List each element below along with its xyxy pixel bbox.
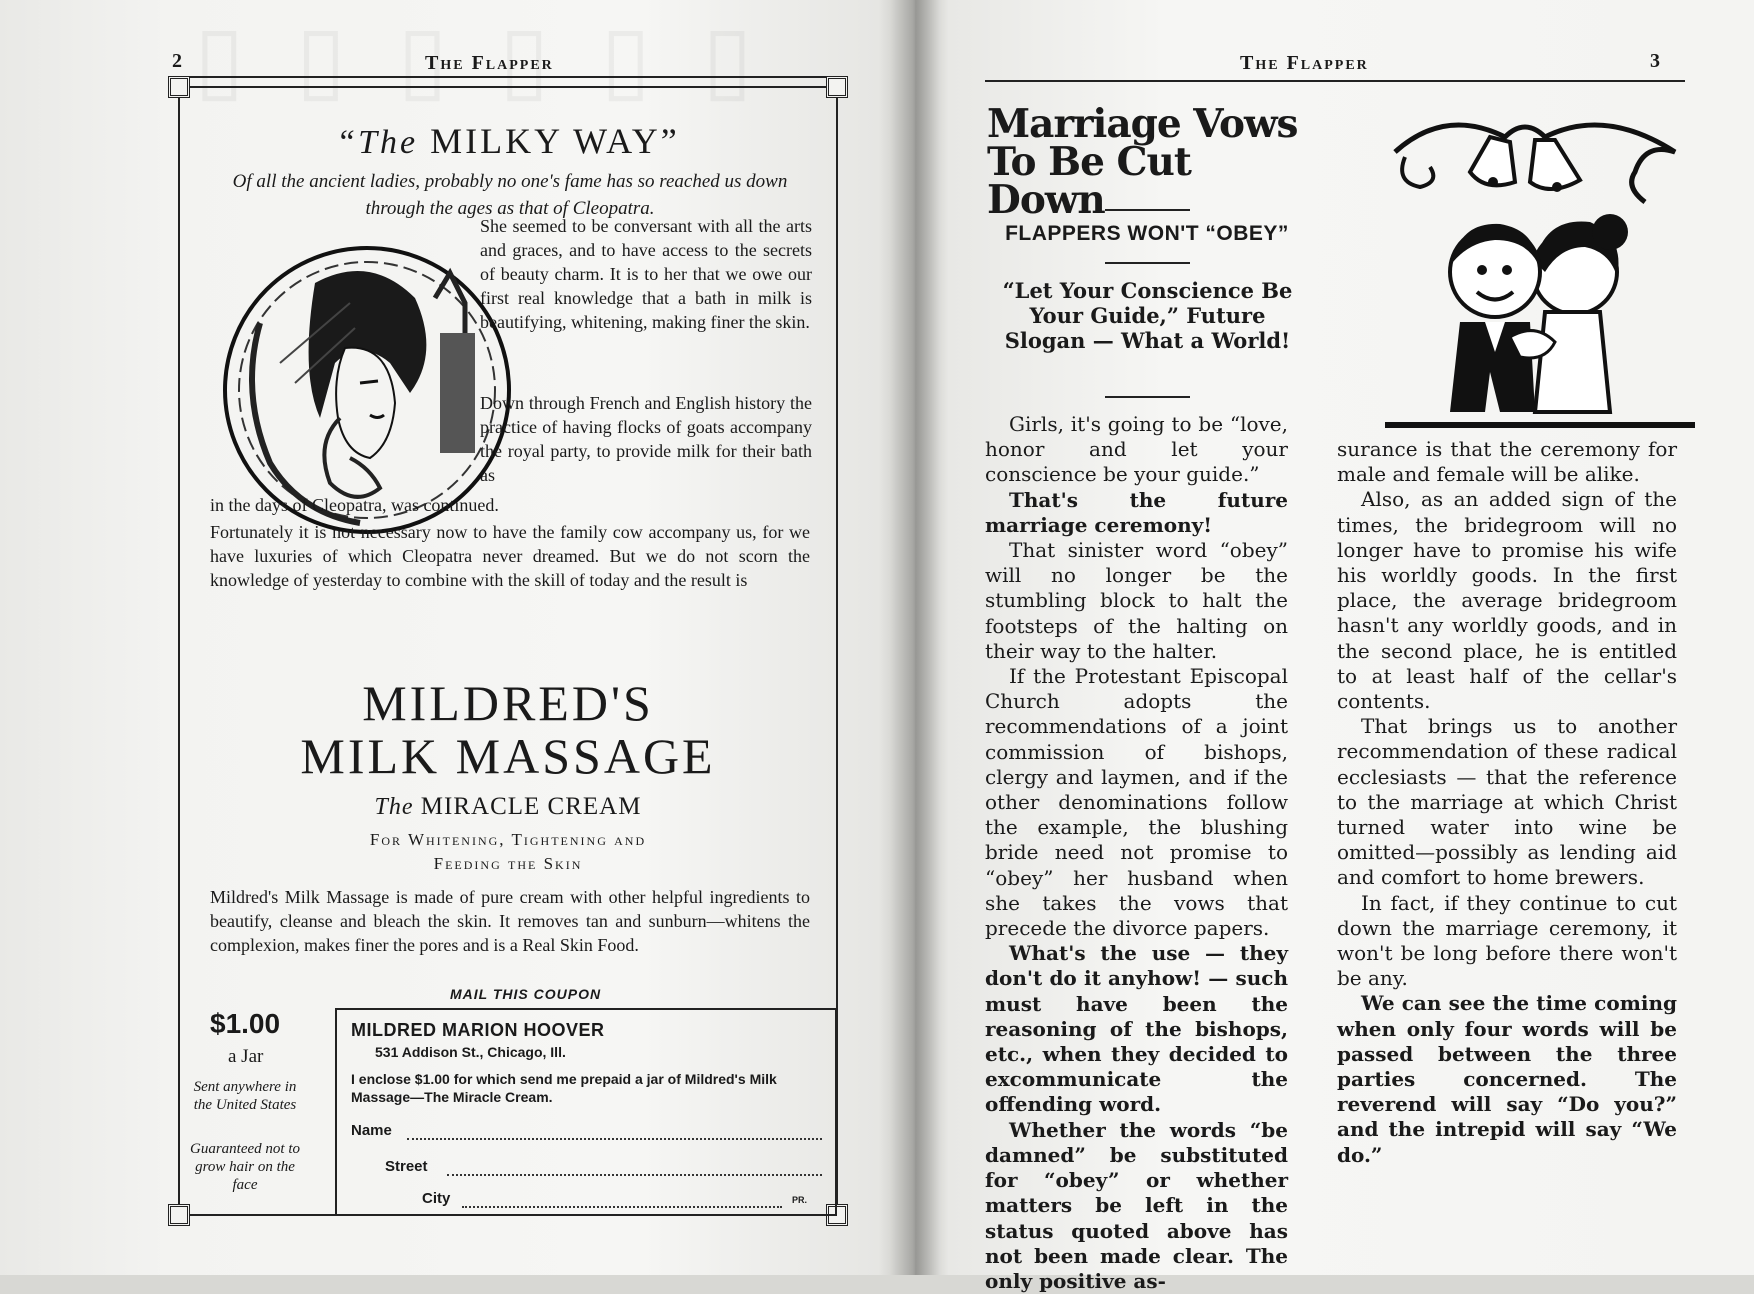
street-field-label: Street bbox=[385, 1158, 428, 1175]
guarantee-note: Guaranteed not to grow hair on the face bbox=[190, 1141, 300, 1193]
corner-ornament bbox=[168, 1204, 190, 1226]
paragraph: Also, as an added sign of the times, the bridegroom will no longer have to promise his wife his worldly goods. In the first place, the average bridegroom hasn't any worldly goods, and in the second place, he is entitled to at least half of the cellar's contents. bbox=[1337, 487, 1677, 714]
ad-paragraph-1: She seemed to be conversant with all the arts and graces, and to have access to the secrets of beauty charm. It is to her that we owe our first real knowledge that a bath in milk is beautifying, whitening, making finer the skin. bbox=[480, 216, 812, 332]
order-coupon bbox=[335, 1008, 837, 1216]
ad-paragraph-2: Down through French and English history the practice of having flocks of goats accompany the royal party, to provide milk for their bath as bbox=[480, 393, 812, 485]
article-column-2 bbox=[1337, 437, 1677, 1168]
bride-groom-cartoon bbox=[1385, 112, 1695, 437]
page-number: 2 bbox=[172, 50, 182, 72]
paragraph: That's the future marriage ceremony! bbox=[985, 487, 1288, 537]
product-tagline bbox=[180, 793, 836, 821]
corner-ornament bbox=[168, 76, 190, 98]
shipping-note: Sent anywhere in the United States bbox=[193, 1079, 297, 1113]
header-rule bbox=[176, 76, 844, 78]
article-subdeck: “Let Your Conscience Be Your Guide,” Future Slogan — What a World! bbox=[1002, 278, 1293, 353]
advertisement bbox=[178, 86, 838, 1216]
ad-paragraph-2-cont: in the days of Cleopatra, was continued. bbox=[210, 495, 499, 515]
paragraph: In fact, if they continue to cut down the marriage ceremony, it won't be long before there won't be any. bbox=[1337, 890, 1677, 991]
paragraph: surance is that the ceremony for male and female will be alike. bbox=[1337, 437, 1677, 487]
price-unit: a Jar bbox=[228, 1046, 264, 1067]
article-deck: FLAPPERS WON'T “OBEY” bbox=[1005, 222, 1289, 245]
header-rule bbox=[985, 80, 1685, 82]
price: $1.00 bbox=[210, 1008, 281, 1039]
brand-name-line2: MILK MASSAGE bbox=[300, 728, 716, 784]
corner-ornament bbox=[826, 76, 848, 98]
name-field[interactable] bbox=[407, 1138, 822, 1140]
running-head: The Flapper bbox=[1240, 52, 1369, 74]
book-spine bbox=[890, 0, 940, 1275]
ad-title bbox=[180, 120, 836, 162]
paragraph: That brings us to another recommendation of these radical ecclesiasts — that the reference to the marriage at which Christ turned water into wine be omitted—possibly as lending aid and comfort to home brewers. bbox=[1337, 714, 1677, 890]
article-headline: Marriage Vows To Be Cut Down bbox=[987, 101, 1298, 223]
ad-paragraph-3: Fortunately it is not necessary now to have the family cow accompany us, for we have luxuries of which Cleopatra never dreamed. But we do not scorn the knowledge of yesterday to combine with the skill of today and the result is bbox=[210, 522, 810, 590]
article-column-1 bbox=[985, 412, 1288, 1294]
street-field[interactable] bbox=[447, 1174, 822, 1176]
paragraph: What's the use — they don't do it anyhow! — such must have been the reasoning of the bishops, etc., when they decided to excommunicate the offending word. bbox=[985, 941, 1288, 1117]
paragraph: Girls, it's going to be “love, honor and let your conscience be your guide.” bbox=[985, 412, 1288, 487]
tagline-prefix: The bbox=[374, 794, 414, 820]
subtitle-line2: Feeding the Skin bbox=[433, 854, 583, 873]
mail-coupon-label: MAIL THIS COUPON bbox=[450, 986, 602, 1002]
paragraph: That sinister word “obey” will no longer be the stumbling block to halt the footsteps of the halting on their way to the halter. bbox=[985, 538, 1288, 663]
printer-mark: PR. bbox=[792, 1195, 808, 1205]
ad-title-main: MILKY WAY” bbox=[430, 121, 680, 161]
name-field-label: Name bbox=[351, 1122, 392, 1139]
headline-divider bbox=[1105, 209, 1190, 211]
paragraph: Whether the words “be damned” be substituted for “obey” or whether matters be left in the status quoted above has not been made clear. The only positive as- bbox=[985, 1117, 1288, 1293]
page-number: 3 bbox=[1650, 50, 1660, 72]
subtitle-line1: For Whitening, Tightening and bbox=[369, 830, 647, 849]
tagline-main: MIRACLE CREAM bbox=[420, 793, 642, 820]
coupon-address: 531 Addison St., Chicago, Ill. bbox=[375, 1044, 566, 1060]
brand-name-line1: MILDRED'S bbox=[362, 675, 654, 731]
ad-body: Mildred's Milk Massage is made of pure cream with other helpful ingredients to beautify, cleanse and bleach the skin. It removes tan and sunburn—whitens the complexion, makes finer the pores and is a Real Skin Food. bbox=[210, 887, 810, 955]
running-head: The Flapper bbox=[425, 52, 554, 74]
ad-title-prefix: “The bbox=[336, 124, 419, 161]
city-field[interactable] bbox=[462, 1206, 782, 1208]
deck-divider bbox=[1105, 262, 1190, 264]
coupon-text: I enclose $1.00 for which send me prepaid a jar of Mildred's Milk Massage—The Miracle Cream. bbox=[351, 1071, 777, 1105]
right-page bbox=[915, 0, 1754, 1293]
paragraph: If the Protestant Episcopal Church adopts the recommendations of a joint commission of bishops, clergy and laymen, and if the other denominations follow the example, the blushing bride need not promise to “obey” her husband when she takes the vows that precede the divorce papers. bbox=[985, 664, 1288, 941]
coupon-recipient: MILDRED MARION HOOVER bbox=[351, 1020, 605, 1040]
paragraph: We can see the time coming when only four words will be passed between the three parties concerned. The reverend will say “Do you?” and the intrepid will say “We do.” bbox=[1337, 991, 1677, 1167]
city-field-label: City bbox=[422, 1190, 451, 1207]
subdeck-divider bbox=[1105, 396, 1190, 398]
ad-intro: Of all the ancient ladies, probably no one's fame has so reached us down through the ages as that of Cleopatra. bbox=[232, 171, 788, 219]
